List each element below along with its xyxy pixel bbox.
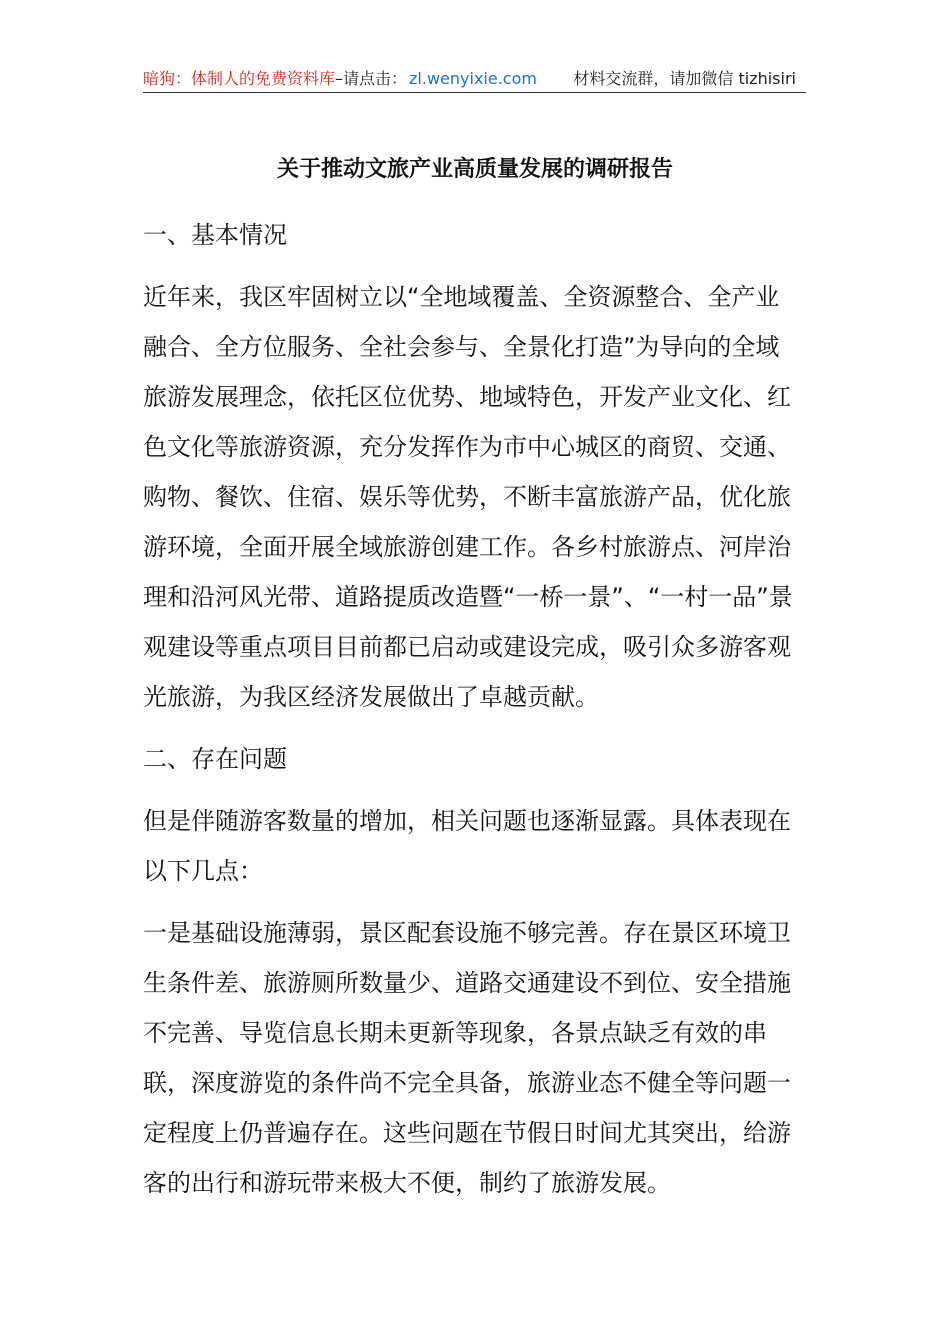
page-header-banner xyxy=(143,66,806,93)
paragraph-problems-intro: 但是伴随游客数量的增加，相关问题也逐渐显露。具体表现在以下几点： xyxy=(143,807,791,885)
site-link[interactable]: zl.wenyixie.com xyxy=(409,69,537,88)
section-heading-basic-situation: 一、基本情况 xyxy=(143,221,287,249)
site-brand-text: 暗狗：体制人的免费资料库 xyxy=(143,69,336,88)
document-body xyxy=(143,210,793,1220)
paragraph-basic-situation: 近年来，我区牢固树立以“全地域覆盖、全资源整合、全产业融合、全方位服务、全社会参与、全景化打造”为导向的全域旅游发展理念，依托区位优势、地域特色，开发产业文化、红色文化等旅游资源，充分发挥作为市中心城区的商贸、交通、购物、餐饮、住宿、娱乐等优势，不断丰富旅游产品，优化旅游环境，全面开展全域旅游创建工作。各乡村旅游点、河岸治理和沿河风光带、道路提质改造暨“一桥一景”、“一村一品”景观建设等重点项目目前都已启动或建设完成，吸引众多游客观光旅游，为我区经济发展做出了卓越贡献。 xyxy=(143,283,793,711)
click-prompt-text: –请点击： xyxy=(335,69,408,88)
document-title: 关于推动文旅产业高质量发展的调研报告 xyxy=(276,157,673,182)
section-heading-existing-problems: 二、存在问题 xyxy=(143,745,287,773)
wechat-group-note: 材料交流群，请加微信 tizhisiri xyxy=(573,69,796,88)
paragraph-problem-point-1: 一是基础设施薄弱，景区配套设施不够完善。存在景区环境卫生条件差、旅游厕所数量少、道路交通建设不到位、安全措施不完善、导览信息长期未更新等现象，各景点缺乏有效的串联，深度游览的条件尚不完全具备，旅游业态不健全等问题一定程度上仍普遍存在。这些问题在节假日时间尤其突出，给游客的出行和游玩带来极大不便，制约了旅游发展。 xyxy=(143,919,791,1197)
